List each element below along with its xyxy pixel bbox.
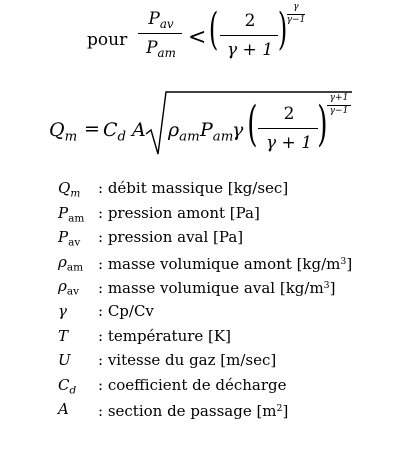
- fraction-bar: [258, 128, 318, 129]
- legend-symbol: U: [58, 351, 71, 370]
- legend-row: [58, 225, 388, 250]
- symbol-legend: [58, 176, 388, 422]
- legend-symbol: $\rho_{am}$: [58, 252, 84, 274]
- legend-description: : coefficient de décharge: [98, 375, 287, 394]
- legend-row: [58, 299, 388, 324]
- left-paren: (: [247, 96, 258, 152]
- legend-description: : masse volumique aval $[kg/m^3]$: [98, 279, 336, 298]
- frac-num: 2: [244, 11, 256, 31]
- equals-sign: =: [84, 118, 100, 140]
- frac-den: γ + 1: [226, 40, 274, 60]
- legend-description: : débit massique [kg/sec]: [98, 179, 289, 197]
- legend-symbol: A: [58, 400, 69, 419]
- legend-row: [58, 373, 388, 398]
- legend-row: [58, 397, 388, 422]
- legend-description: : masse volumique amont $[kg/m^3]$: [98, 254, 353, 273]
- legend-symbol: $Q_m$: [58, 179, 81, 200]
- legend-symbol: $P_{av}$: [58, 228, 81, 249]
- legend-row: [58, 250, 388, 275]
- rho-am: $\rho_{am}$: [168, 119, 200, 145]
- fraction-bar: [220, 35, 278, 36]
- legend-description: : pression amont [Pa]: [98, 203, 260, 222]
- legend-symbol: T: [58, 326, 69, 345]
- left-paren: (: [208, 4, 219, 55]
- legend-description: : température [K]: [98, 326, 231, 345]
- legend-row: [58, 201, 388, 226]
- frac-den: γ + 1: [265, 133, 313, 153]
- exp-den: γ−1: [329, 106, 349, 116]
- pour-text: pour: [87, 30, 128, 50]
- gamma: γ: [232, 119, 244, 141]
- legend-description: : section de passage $[m^2]$: [98, 402, 289, 421]
- legend-row: [58, 274, 388, 299]
- a-section: A: [132, 119, 146, 141]
- pam-denominator: $P_{am}$: [146, 38, 176, 61]
- legend-symbol: $P_{am}$: [58, 203, 85, 225]
- exp-den: γ−1: [286, 15, 306, 25]
- legend-row: [58, 348, 388, 373]
- legend-symbol: $C_d$: [58, 375, 77, 397]
- legend-symbol: γ: [58, 301, 67, 320]
- legend-description: : Cp/Cv: [98, 301, 154, 320]
- legend-symbol: $\rho_{av}$: [58, 277, 80, 299]
- right-paren: ): [317, 96, 328, 152]
- right-paren: ): [277, 4, 288, 55]
- less-than-sign: <: [188, 25, 207, 50]
- legend-row: [58, 176, 388, 201]
- p-am: $P_{am}$: [200, 119, 234, 145]
- legend-description: : pression aval [Pa]: [98, 228, 244, 247]
- exp-num: γ+1: [329, 93, 349, 103]
- frac-num: 2: [283, 104, 295, 124]
- exp-num: γ: [293, 2, 299, 12]
- qm-lhs: $Q_m$: [49, 119, 78, 145]
- legend-row: [58, 324, 388, 349]
- cd-coefficient: $C_d$: [103, 119, 127, 145]
- fraction-bar: [138, 33, 182, 34]
- pav-numerator: $P_{av}$: [148, 9, 174, 32]
- legend-description: : vitesse du gaz [m/sec]: [98, 351, 277, 370]
